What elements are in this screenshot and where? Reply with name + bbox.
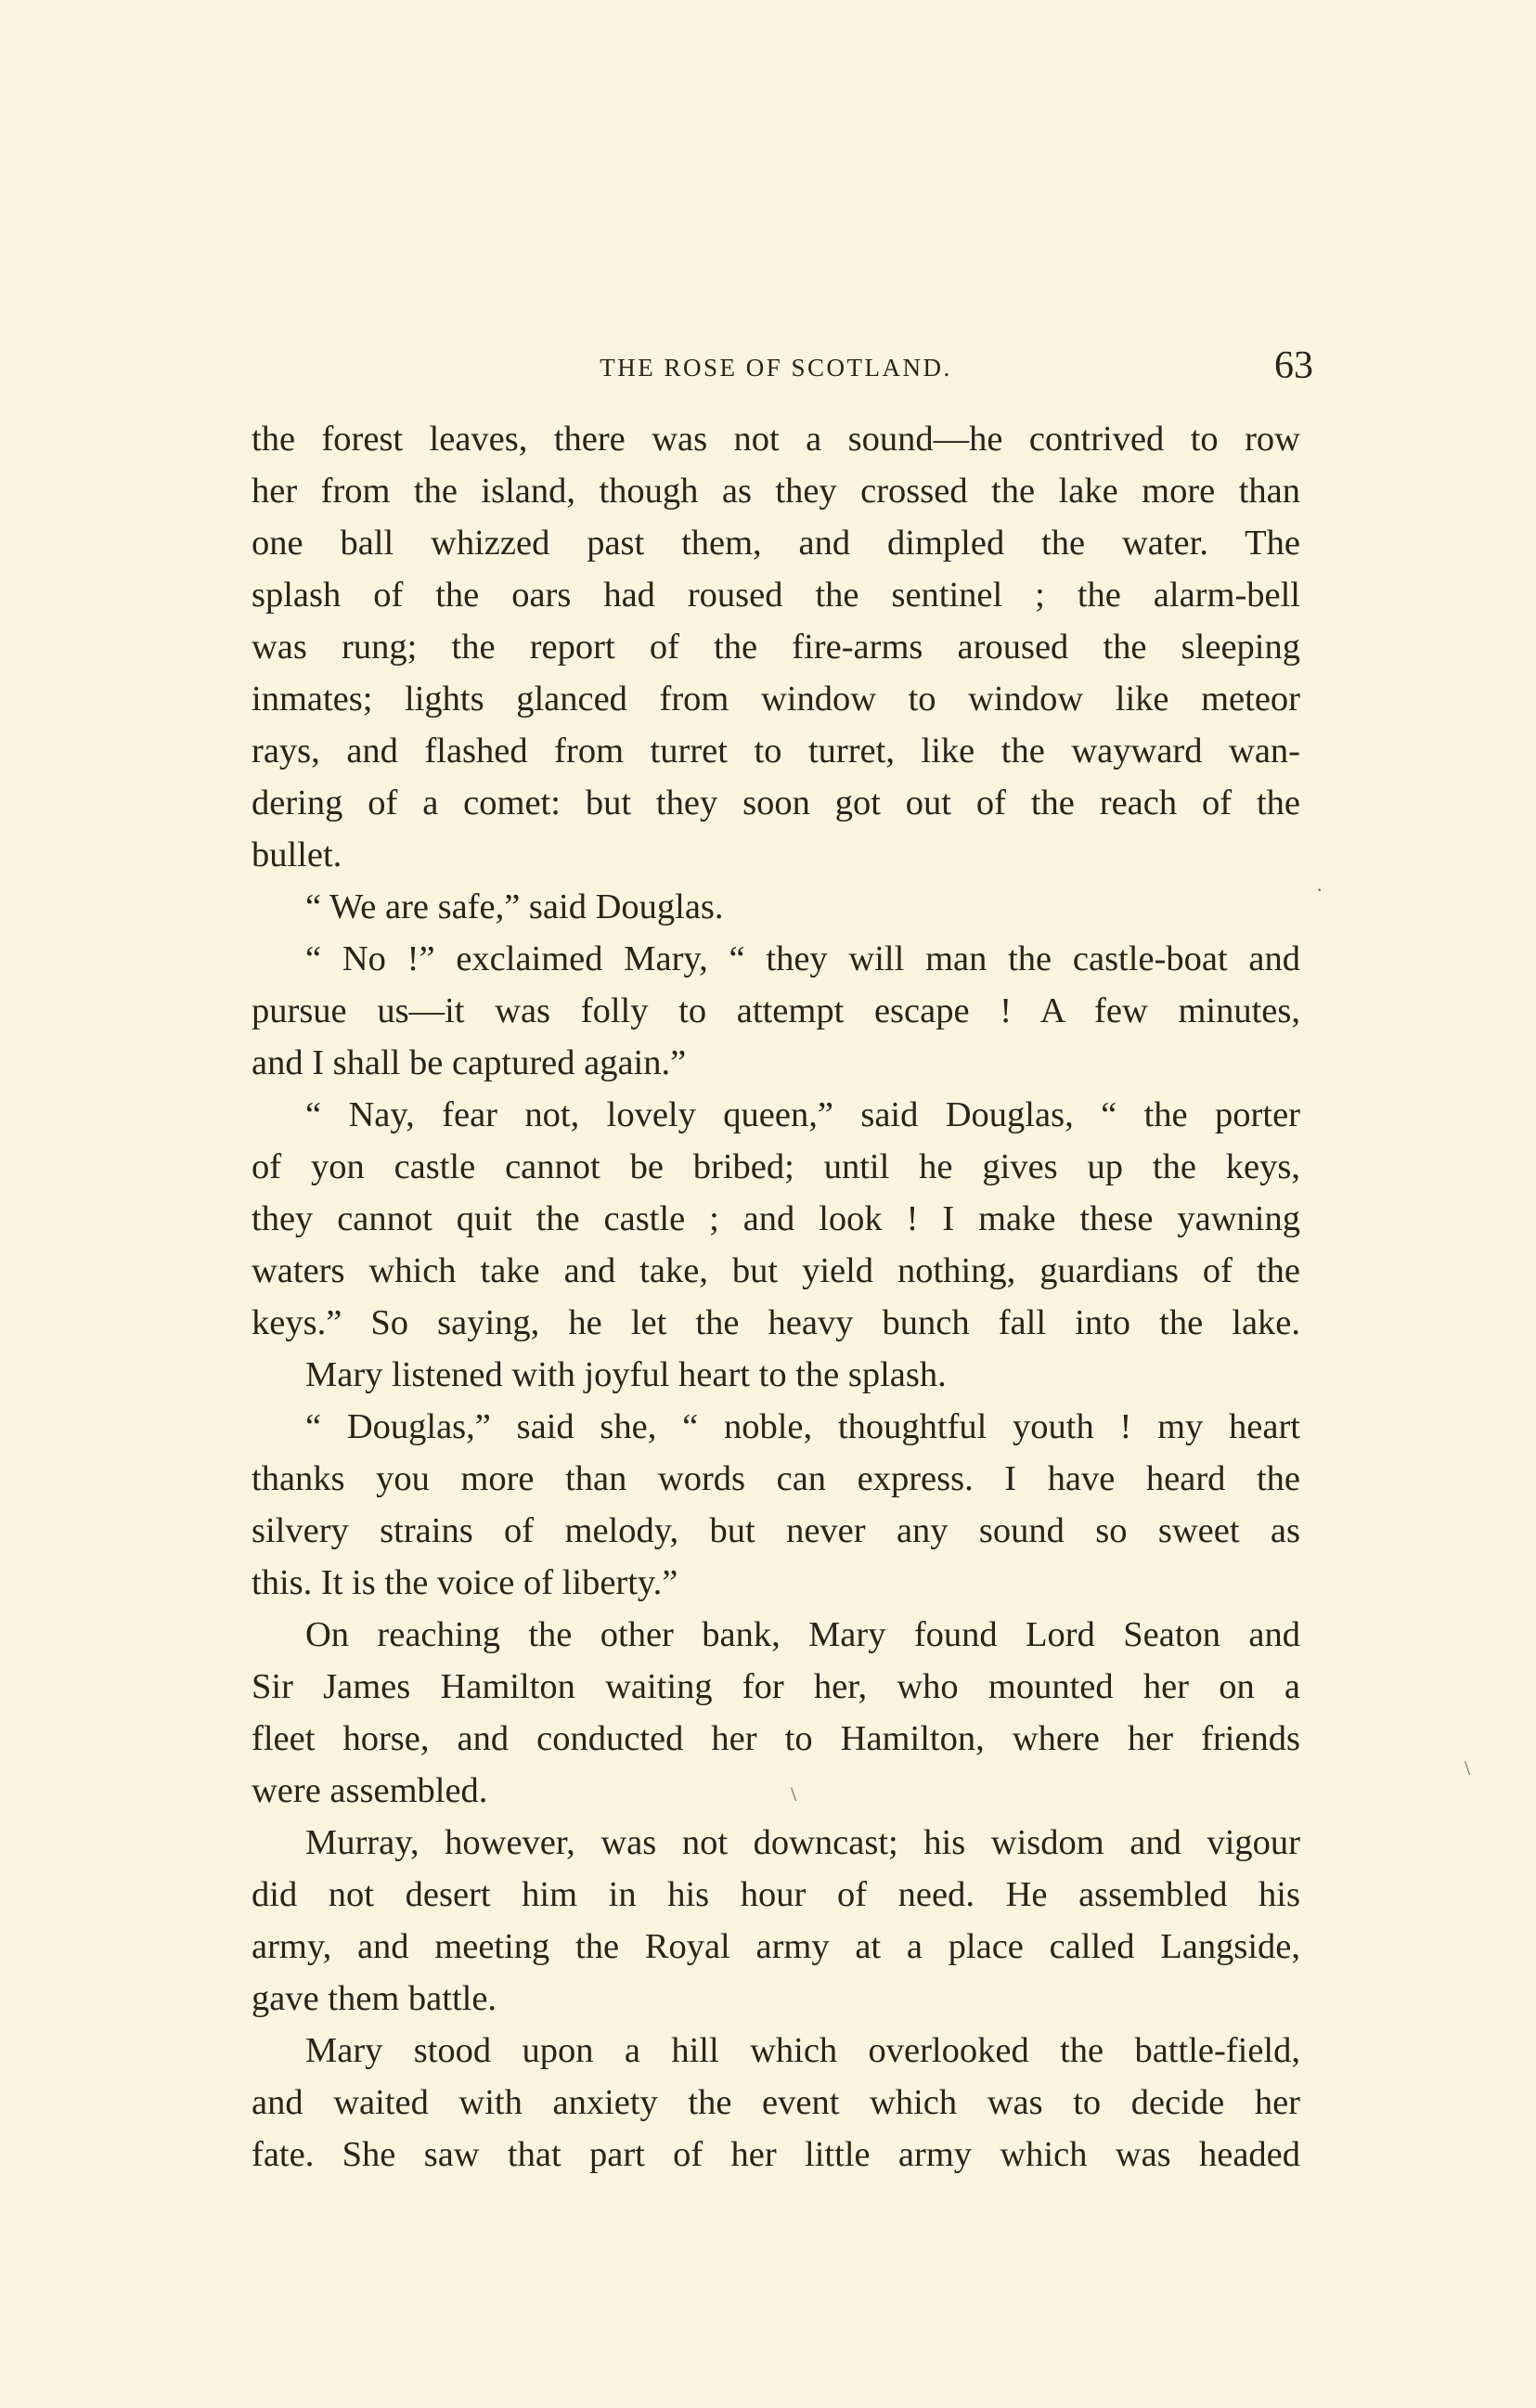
text-line: and waited with anxiety the event which was to decide her <box>252 2083 1300 2122</box>
text-line: dering of a comet: but they soon got out of the reach of the <box>252 783 1300 822</box>
text-line: this. It is the voice of liberty.” <box>252 1563 678 1602</box>
text-line: was rung; the report of the fire-arms aroused the sleeping <box>252 628 1300 667</box>
text-line: thanks you more than words can express. I have heard the <box>252 1459 1300 1498</box>
running-title: THE ROSE OF SCOTLAND. <box>600 354 952 382</box>
text-line: army, and meeting the Royal army at a place called Langside, <box>252 1927 1300 1966</box>
text-line: did not desert him in his hour of need. He assembled his <box>252 1875 1300 1914</box>
text-line: one ball whizzed past them, and dimpled the water. The <box>252 524 1300 563</box>
text-line: rays, and flashed from turret to turret, like the wayward wan- <box>252 731 1300 770</box>
text-line: On reaching the other bank, Mary found Lord Seaton and <box>305 1615 1300 1654</box>
text-line: the forest leaves, there was not a sound—he contrived to row <box>252 420 1300 459</box>
text-line: Sir James Hamilton waiting for her, who mounted her on a <box>252 1667 1300 1706</box>
text-line: waters which take and take, but yield nothing, guardians of the <box>252 1251 1300 1290</box>
text-line: “ We are safe,” said Douglas. <box>305 887 724 926</box>
text-line: gave them battle. <box>252 1979 497 2018</box>
text-line: pursue us—it was folly to attempt escape ! A few minutes, <box>252 991 1300 1030</box>
text-line: bullet. <box>252 835 342 874</box>
margin-speck: \ <box>791 1782 797 1806</box>
margin-speck: \ <box>1465 1756 1471 1780</box>
text-line: Mary listened with joyful heart to the splash. <box>305 1355 947 1394</box>
text-line: “ Douglas,” said she, “ noble, thoughtful youth ! my heart <box>305 1407 1300 1446</box>
running-head <box>252 344 1313 387</box>
text-line: inmates; lights glanced from window to window like meteor <box>252 680 1300 719</box>
page-number: 63 <box>1274 344 1313 387</box>
margin-speck: · <box>1316 878 1323 901</box>
text-line: fate. She saw that part of her little army which was headed <box>252 2135 1300 2174</box>
text-line: and I shall be captured again.” <box>252 1043 687 1082</box>
body-text <box>252 413 1300 2181</box>
text-line: her from the island, though as they crossed the lake more than <box>252 472 1300 511</box>
text-line: silvery strains of melody, but never any sound so sweet as <box>252 1511 1300 1550</box>
text-line: they cannot quit the castle ; and look ! I make these yawning <box>252 1199 1300 1238</box>
text-line: Mary stood upon a hill which overlooked the battle-field, <box>305 2031 1300 2070</box>
text-line: Murray, however, was not downcast; his wisdom and vigour <box>305 1823 1300 1862</box>
text-line: were assembled. <box>252 1771 488 1810</box>
text-line: “ Nay, fear not, lovely queen,” said Douglas, “ the porter <box>305 1095 1300 1134</box>
text-line: “ No !” exclaimed Mary, “ they will man the castle-boat and <box>305 939 1300 978</box>
text-line: fleet horse, and conducted her to Hamilton, where her friends <box>252 1719 1300 1758</box>
text-line: keys.” So saying, he let the heavy bunch fall into the lake. <box>252 1303 1300 1342</box>
text-line: splash of the oars had roused the sentinel ; the alarm-bell <box>252 576 1300 615</box>
text-line: of yon castle cannot be bribed; until he gives up the keys, <box>252 1147 1300 1186</box>
